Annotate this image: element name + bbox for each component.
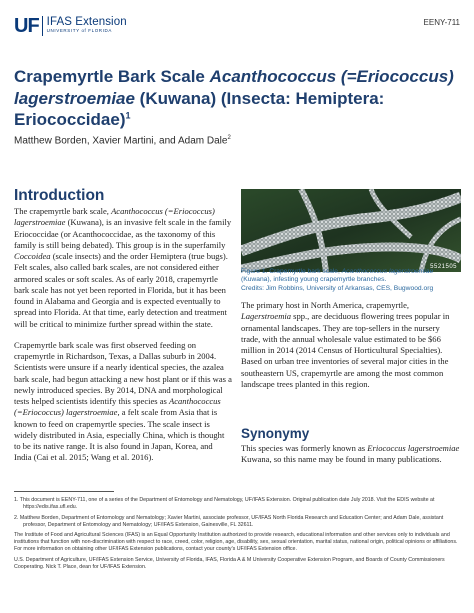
uf-ifas-logo: [14, 16, 127, 36]
synonymy-paragraph: This species was formerly known as Eriococcus lagerstroemiae Kuwana, so this name may be found in many publications.: [241, 443, 460, 465]
footnote-2: 2. Matthew Borden, Department of Entomology and Nematology; Xavier Martini, associate professor, UF/IFAS North Florida Research and Education Center; and Adam Dale, assistant professor, Department of Entomology and Nematology; UF/IFAS Extension, Gainesville, FL 32611.: [14, 514, 444, 528]
introduction-heading: Introduction: [14, 187, 105, 204]
footnote-1: 1. This document is EENY-711, one of a series of the Department of Entomology and Nematology, UF/IFAS Extension. Original publication date July 2018. Visit the EDIS website at https://edis.ifas.ufl.edu.: [14, 497, 435, 510]
footnotes: [14, 497, 460, 574]
document-id: EENY-711: [423, 18, 460, 27]
ifas-equal-opportunity-statement: The Institute of Food and Agricultural Sciences (IFAS) is an Equal Opportunity Institution authorized to provide research, educational information and other services only to individuals and institutions that function with non-discrimination with respect to race, creed, color, religion, age, disability, sex, sexual orientation, marital status, national origin, political opinions or affiliations. For more information on obtaining other UF/IFAS Extension publications, contact your county's UF/IFAS Extension office.: [14, 532, 458, 552]
logo-uf-mark: UF: [14, 15, 39, 37]
right-column-paragraph: The primary host in North America, crapemyrtle, Lagerstroemia spp., are deciduous flowering trees popular in ornamental landscapes. They are top-sellers in the nursery trade, with the annual wholesale value estimated to be $66 million in 2014 (2014 Census of Horticultural Specialties). Based on urban tree inventories of several major cities in the southeastern US, crapemyrtle are among the most common landscape trees planted in this region.: [241, 300, 450, 389]
figure-credit: Credits: Jim Robbins, University of Arkansas, CES, Bugwood.org: [241, 284, 434, 292]
authors-footnote-mark: 2: [227, 135, 231, 141]
scale-infested-branches-image: [241, 189, 461, 272]
figure-caption: Figure 1. Crapemyrtle bark scale, Acanthococcus lagerstroemiae (Kuwana), infesting young crapemyrtle branches. Credits: Jim Robbins, University of Arkansas, CES, Bugwood.org: [241, 268, 434, 292]
page-header: [14, 14, 460, 44]
logo-ifas-text: IFAS Extension: [46, 16, 127, 28]
intro-paragraph-1: The crapemyrtle bark scale, Acanthococcus (=Eriococcus) lagerstroemiae (Kuwana), is an invasive felt scale in the family Eriococcidae (or Acanthococcidae, as the taxonomy of this family is still being debated). This group is in the superfamily Coccoidea (scale insects) and the order Hemiptera (true bugs). Felt scales, also called bark scales, are not considered either armored scales or soft scales. As of early 2018, crapemyrtle bark scale has not yet been reported in Florida, but it has been found in Alabama and Georgia and is expected eventually to spread into Florida. At that time, early detection and treatment will be critical to minimize further spread within the state.: [14, 206, 232, 329]
figure-image-number: 5521505: [430, 264, 457, 270]
intro-paragraph-2: Crapemyrtle bark scale was first observed feeding on crapemyrtle in Richardson, Texas, a Dallas suburb in 2004. Scientists were unsure if a nearly identical species, the azalea bark scale, had begun attacking a new host plant or if this was a newly introduced species. By 2014, DNA and morphological tests helped scientists identify this species as Acanthococcus (=Eriococcus) lagerstroemiae, a felt scale from Asia that is known to feed on crapemyrtle species. The scale insect is widely distributed in Asia, especially China, which is thought to be its native range. It is also found in Japan, Korea, and India (Cai et al. 2015; Wang et al. 2016).: [14, 339, 232, 463]
usda-cooperation-statement: U.S. Department of Agriculture, UF/IFAS Extension Service, University of Florida, IFAS, Florida A & M University Cooperative Extension Program, and Boards of County Commissioners Cooperating. Nick T. Place, dean for UF/IFAS Extension.: [14, 556, 445, 570]
logo-divider: [42, 16, 43, 36]
title-footnote-mark: 1: [125, 110, 131, 121]
logo-university-text: UNIVERSITY of FLORIDA: [46, 28, 112, 33]
authors-line: Matthew Borden, Xavier Martini, and Adam Dale$^2$: [14, 135, 231, 147]
figure-photo: [241, 189, 461, 272]
left-column: [14, 206, 232, 474]
footnote-divider: [14, 491, 114, 492]
synonymy-heading: Synonymy: [241, 426, 310, 441]
page-title: Crapemyrtle Bark Scale Acanthococcus (=Eriococcus) lagerstroemiae (Kuwana) (Insecta: Hemiptera: Eriococcidae)$^1$: [14, 67, 454, 129]
